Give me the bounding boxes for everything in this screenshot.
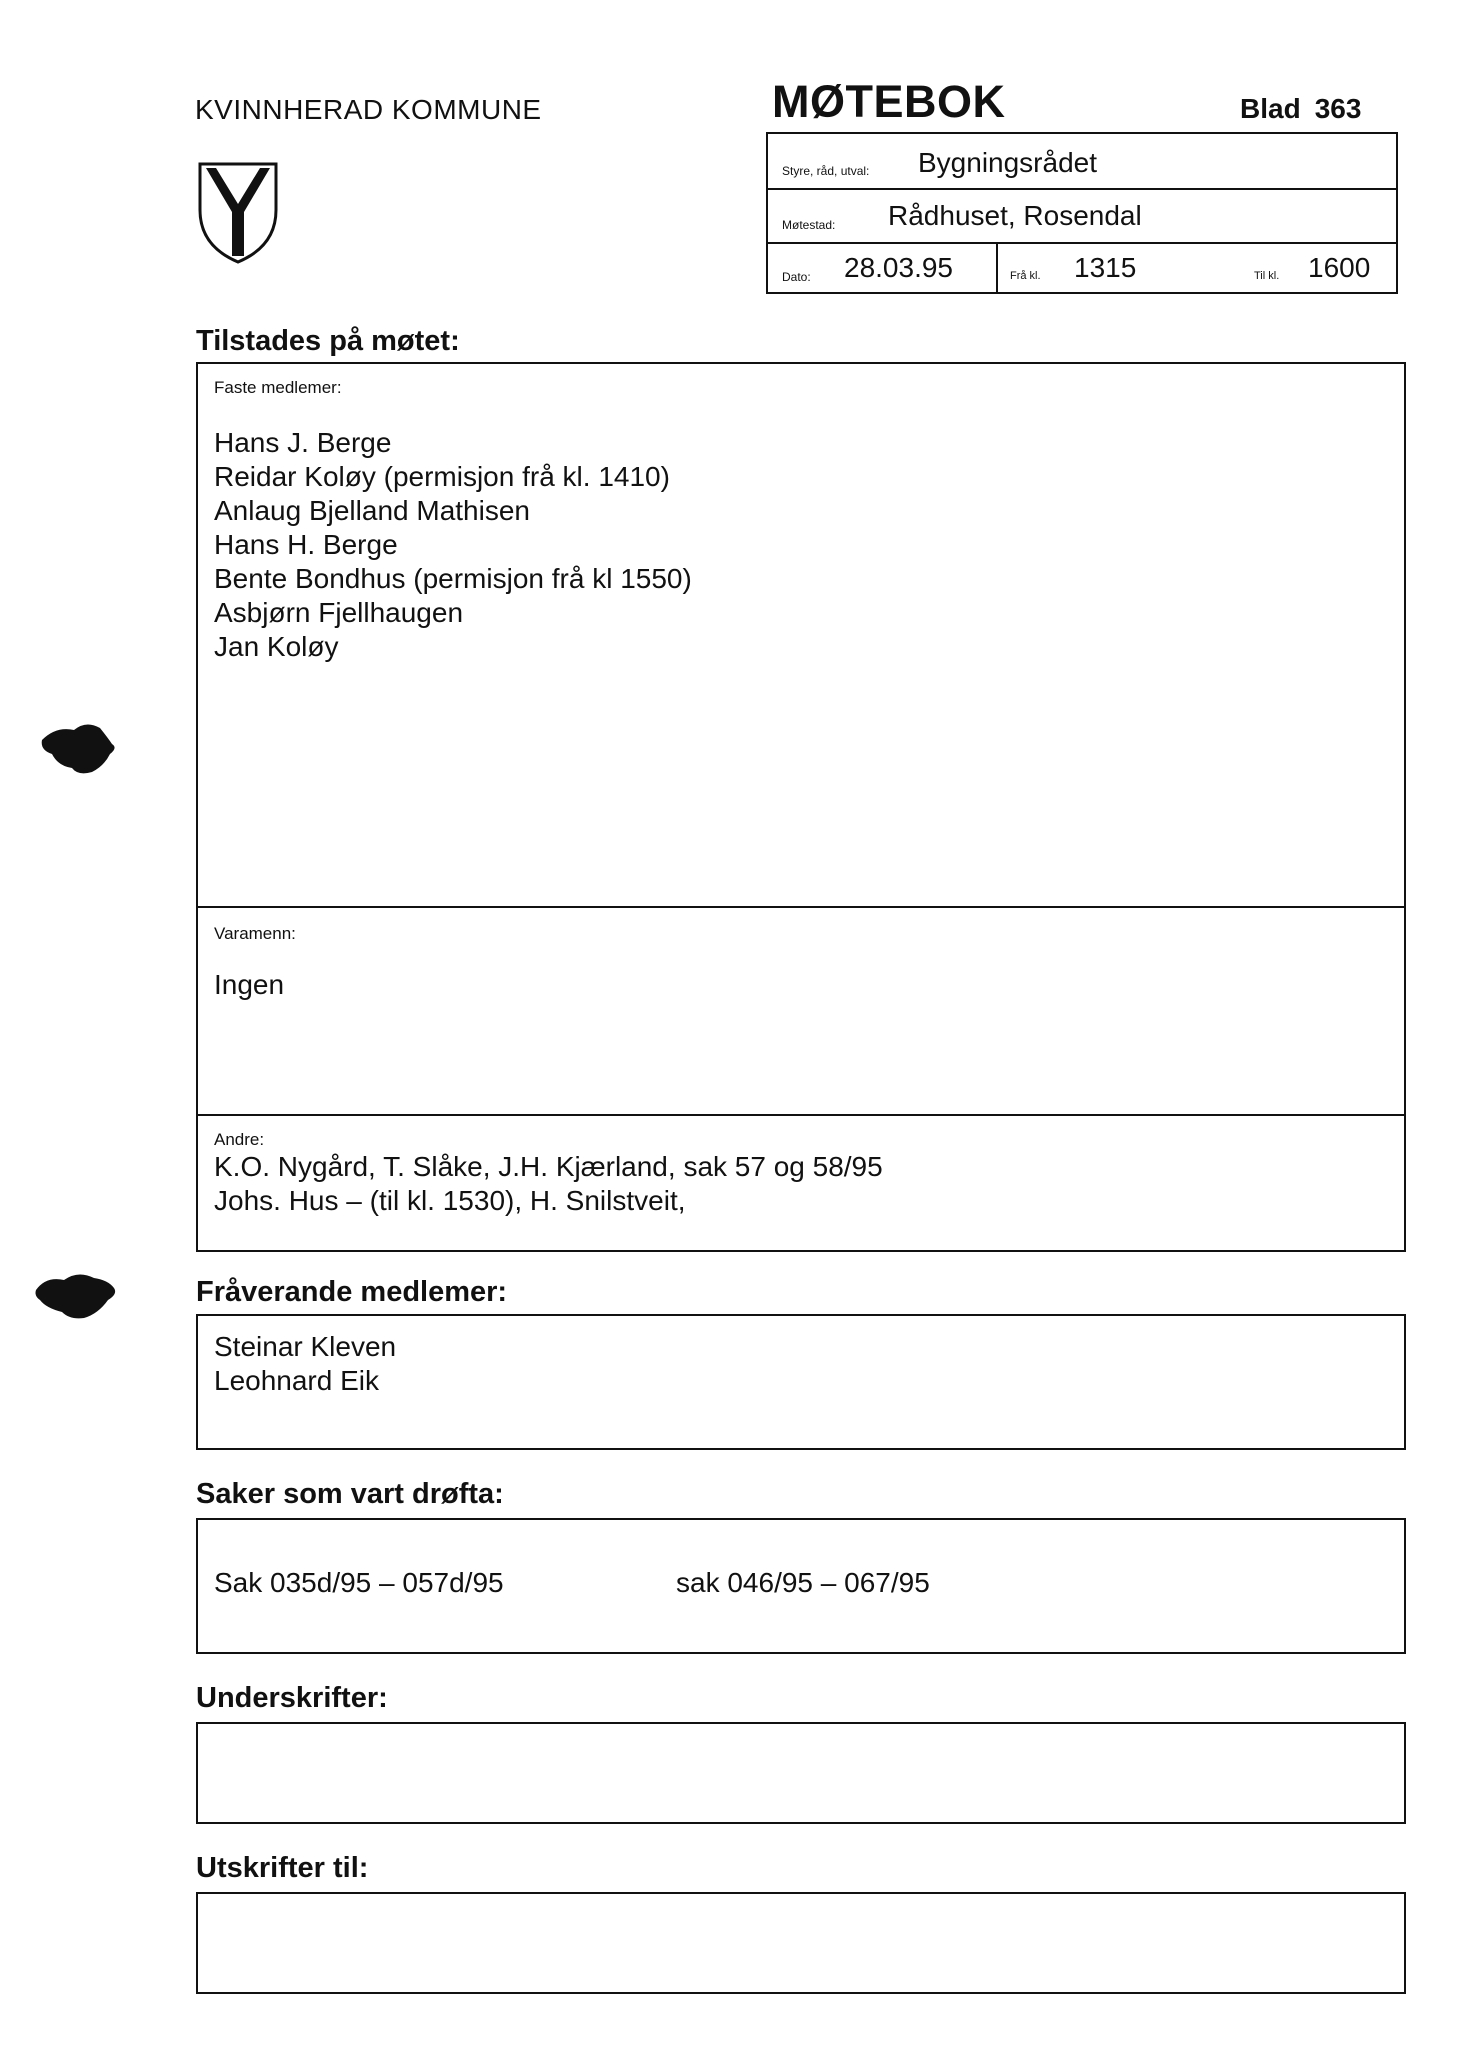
attendees-heading: Tilstades på møtet: — [196, 325, 460, 357]
list-item: Hans H. Berge — [214, 529, 398, 560]
ink-blot-icon — [38, 718, 118, 780]
attendees-box — [196, 362, 1406, 1252]
time-divider — [996, 242, 998, 294]
list-item: Sak 035d/95 – 057d/95 — [214, 1567, 504, 1598]
ink-blot-icon — [34, 1270, 118, 1322]
cases-left — [214, 1566, 504, 1600]
copies-box — [196, 1892, 1406, 1994]
signatures-box — [196, 1722, 1406, 1824]
list-item: Leohnard Eik — [214, 1365, 380, 1396]
list-item: Bente Bondhus (permisjon frå kl 1550) — [214, 563, 692, 594]
page-number — [1240, 93, 1361, 125]
list-item: Reidar Koløy (permisjon frå kl. 1410) — [214, 461, 670, 492]
blad-label: Blad — [1240, 93, 1301, 124]
cases-box — [196, 1518, 1406, 1654]
municipality-name: KVINNHERAD KOMMUNE — [195, 94, 542, 125]
to-label: Til kl. — [1254, 270, 1280, 282]
list-item: Ingen — [214, 969, 285, 1000]
substitutes-value — [214, 968, 284, 1002]
absent-list — [214, 1330, 396, 1398]
date-value: 28.03.95 — [844, 252, 953, 283]
list-item: Anlaug Bjelland Mathisen — [214, 495, 530, 526]
substitutes-label: Varamenn: — [214, 924, 296, 943]
blad-number: 363 — [1314, 93, 1362, 124]
municipality-crest-icon — [196, 160, 280, 264]
from-value: 1315 — [1074, 252, 1137, 283]
list-item: Steinar Kleven — [214, 1331, 397, 1362]
list-item: Johs. Hus – (til kl. 1530), H. Snilstveit, — [214, 1185, 686, 1216]
list-item: Asbjørn Fjellhaugen — [214, 597, 464, 628]
cases-heading: Saker som vart drøfta: — [196, 1478, 504, 1510]
divider — [198, 1114, 1404, 1116]
regular-members-list — [214, 426, 692, 664]
committee-row — [768, 134, 1396, 190]
list-item: K.O. Nygård, T. Slåke, J.H. Kjærland, sak 57 og 58/95 — [214, 1151, 883, 1182]
time-row — [768, 242, 1396, 294]
location-label: Møtestad: — [782, 218, 836, 232]
date-label: Dato: — [782, 270, 811, 284]
location-row — [768, 188, 1396, 244]
committee-value: Bygningsrådet — [918, 147, 1098, 178]
regular-members-label: Faste medlemer: — [214, 378, 342, 397]
others-list — [214, 1150, 883, 1218]
copies-heading: Utskrifter til: — [196, 1852, 369, 1884]
list-item: Jan Koløy — [214, 631, 339, 662]
list-item: sak 046/95 – 067/95 — [676, 1567, 930, 1598]
meeting-info-box — [766, 132, 1398, 294]
to-value: 1600 — [1308, 252, 1371, 283]
absent-box — [196, 1314, 1406, 1450]
document-title: MØTEBOK — [772, 76, 1006, 127]
divider — [198, 906, 1404, 908]
committee-label: Styre, råd, utval: — [782, 164, 870, 178]
from-label: Frå kl. — [1010, 270, 1041, 282]
list-item: Hans J. Berge — [214, 427, 392, 458]
absent-heading: Fråverande medlemer: — [196, 1276, 508, 1308]
location-value: Rådhuset, Rosendal — [888, 200, 1142, 231]
signatures-heading: Underskrifter: — [196, 1682, 388, 1714]
others-label: Andre: — [214, 1130, 265, 1149]
cases-right — [676, 1566, 930, 1600]
